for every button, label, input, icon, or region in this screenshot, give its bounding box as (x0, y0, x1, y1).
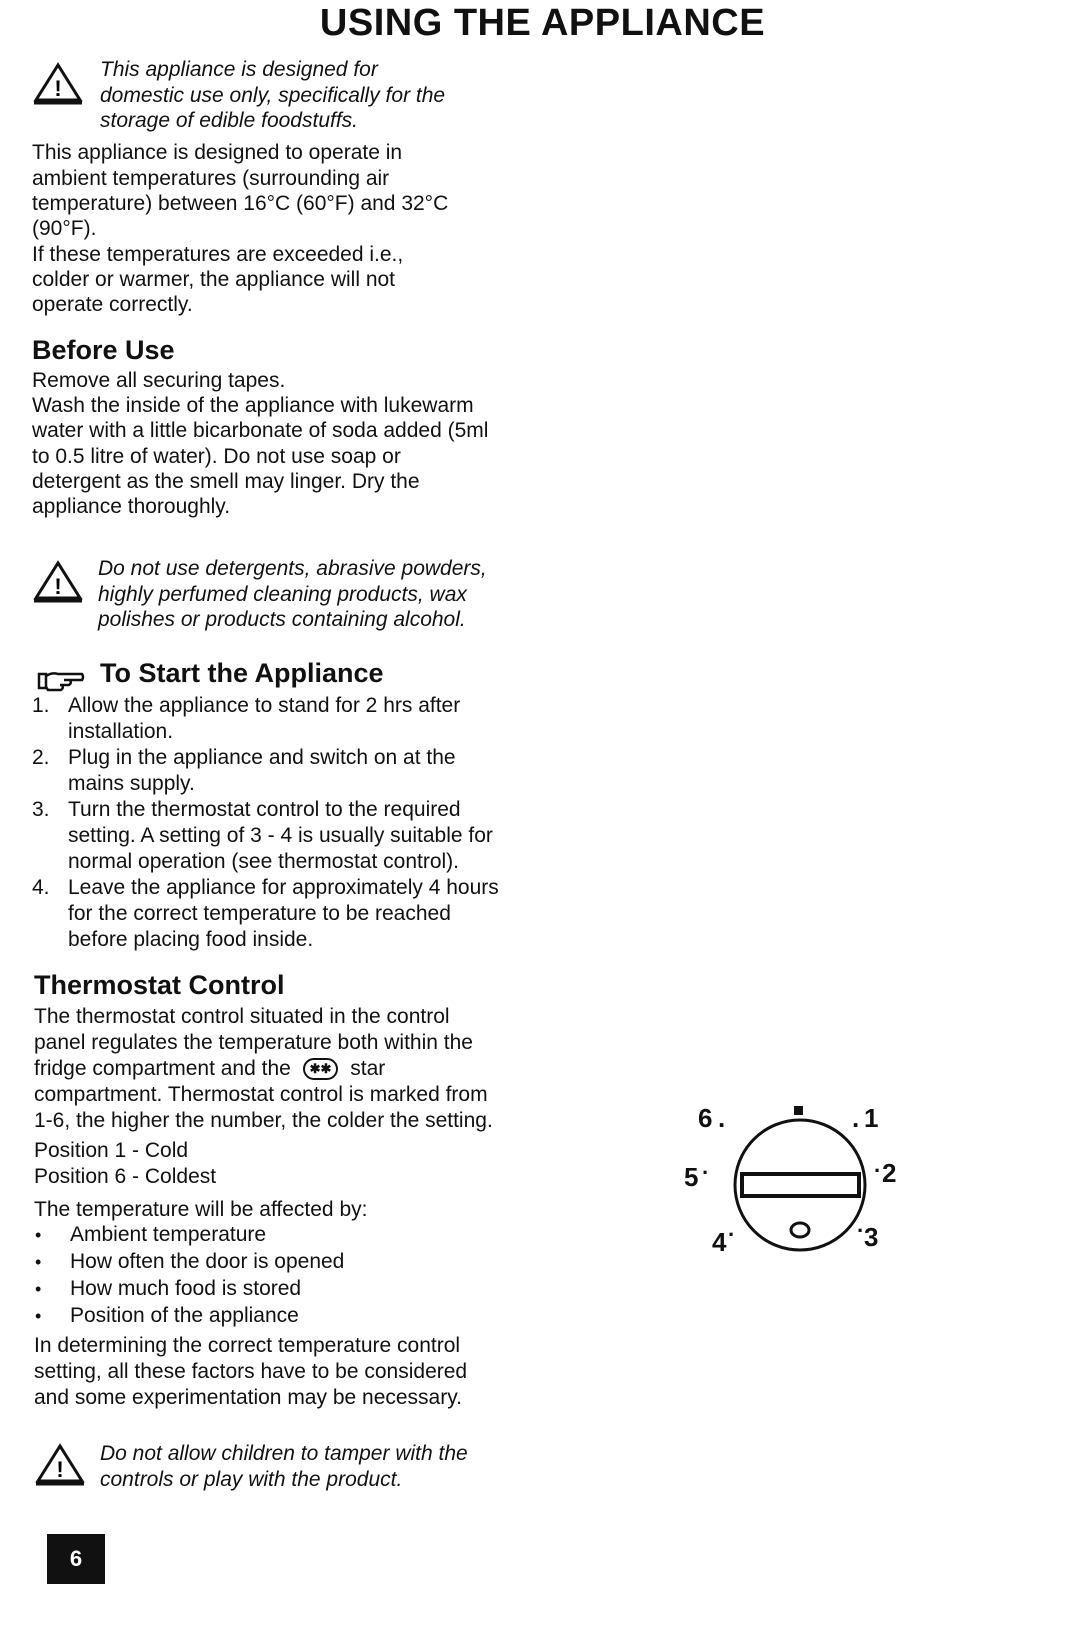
body-text-line: In determining the correct temperature control (34, 1334, 461, 1357)
body-text-line: water with a little bicarbonate of soda added (5ml (32, 419, 489, 442)
star-compartment-icon: ✱✱ (303, 1058, 339, 1080)
body-text-line: to 0.5 litre of water). Do not use soap or (32, 445, 401, 468)
warning-text-line: Do not use detergents, abrasive powders, (98, 557, 487, 580)
step-number: 1. (32, 694, 50, 717)
body-text-line: temperature) between 16°C (60°F) and 32°C (32, 192, 449, 215)
dial-dot-icon: · (702, 1160, 710, 1185)
svg-text:!: ! (56, 1457, 64, 1482)
body-text-line: (90°F). (32, 217, 97, 240)
dial-label-4: 4 (712, 1227, 727, 1257)
bullet-text: Ambient temperature (70, 1223, 267, 1246)
position-text: Position 1 - Cold (34, 1139, 189, 1162)
body-text-line: detergent as the smell may linger. Dry the (32, 470, 420, 493)
step-text-line: installation. (68, 720, 174, 743)
bullet-icon: • (35, 1306, 42, 1326)
position-text: Position 6 - Coldest (34, 1165, 217, 1188)
dial-label-5: 5 (684, 1162, 699, 1192)
bullet-icon: • (35, 1279, 42, 1299)
step-text-line: mains supply. (68, 772, 195, 795)
body-text-line: Remove all securing tapes. (32, 369, 286, 392)
svg-text:!: ! (54, 76, 62, 101)
bullet-icon: • (35, 1252, 42, 1272)
body-text-line: The thermostat control situated in the control (34, 1005, 450, 1028)
dial-dot-icon: · (728, 1222, 736, 1247)
warning-text-line: Do not allow children to tamper with the (100, 1442, 468, 1465)
body-text-line: compartment. Thermostat control is marked from (34, 1083, 488, 1106)
step-text-line: Plug in the appliance and switch on at the (68, 746, 456, 769)
dial-top-marker (794, 1106, 803, 1115)
step-text-line: setting. A setting of 3 - 4 is usually suitable for (68, 824, 493, 847)
warning-text-line: controls or play with the product. (100, 1468, 403, 1491)
dial-knob-bar (742, 1174, 859, 1196)
warning-text-line: domestic use only, specifically for the (100, 84, 446, 107)
dial-dot-icon: · (857, 1218, 865, 1243)
step-text-line: Turn the thermostat control to the required (68, 798, 461, 821)
dial-label-6: 6 (698, 1103, 713, 1133)
dial-dot-icon: . (852, 1103, 860, 1133)
body-text-fragment: fridge compartment and the (34, 1057, 291, 1080)
body-text-line: and some experimentation may be necessary. (34, 1386, 462, 1409)
section-heading-before-use: Before Use (32, 335, 175, 365)
body-text-line: If these temperatures are exceeded i.e., (32, 243, 404, 266)
pointing-hand-icon (36, 666, 86, 694)
dial-label-3: 3 (864, 1222, 879, 1252)
step-number: 2. (32, 746, 50, 769)
dial-circle (735, 1120, 865, 1250)
step-number: 4. (32, 876, 50, 899)
page-title: USING THE APPLIANCE (319, 2, 766, 44)
body-text-line: Wash the inside of the appliance with lukewarm (32, 394, 474, 417)
warning-text-line: polishes or products containing alcohol. (98, 608, 466, 631)
step-number: 3. (32, 798, 50, 821)
dial-label-1: 1 (864, 1103, 879, 1133)
svg-text:!: ! (54, 574, 62, 599)
warning-text-line: storage of edible foodstuffs. (100, 109, 358, 132)
body-text-line: colder or warmer, the appliance will not (32, 268, 396, 291)
body-text-line: The temperature will be affected by: (34, 1198, 368, 1221)
warning-text-line: highly perfumed cleaning products, wax (98, 583, 467, 606)
body-text-line: panel regulates the temperature both within the (34, 1031, 473, 1054)
warning-icon (32, 62, 84, 106)
body-text-line: operate correctly. (32, 293, 193, 316)
body-text-line: setting, all these factors have to be considered (34, 1360, 468, 1383)
step-text-line: Allow the appliance to stand for 2 hrs after (68, 694, 461, 717)
body-text-line: This appliance is designed to operate in (32, 141, 403, 164)
dial-dot-icon: · (874, 1158, 882, 1183)
step-text-line: before placing food inside. (68, 928, 314, 951)
bullet-text: How often the door is opened (70, 1250, 345, 1273)
step-text-line: Leave the appliance for approximately 4 hours (68, 876, 499, 899)
bullet-icon: • (35, 1225, 42, 1245)
body-text-line: appliance thoroughly. (32, 495, 231, 518)
dial-off-marker (791, 1223, 809, 1237)
section-heading-start: To Start the Appliance (100, 658, 384, 688)
body-text-line (34, 1056, 385, 1082)
warning-icon (32, 560, 84, 604)
body-text-line: 1-6, the higher the number, the colder the setting. (34, 1109, 493, 1132)
warning-icon (34, 1443, 86, 1487)
page-number: 6 (47, 1534, 105, 1584)
step-text-line: for the correct temperature to be reached (68, 902, 451, 925)
warning-text-line: This appliance is designed for (100, 58, 378, 81)
body-text-fragment: star (350, 1057, 386, 1080)
dial-dot-icon: . (718, 1103, 726, 1133)
section-heading-thermostat: Thermostat Control (34, 970, 285, 1000)
dial-label-2: 2 (882, 1158, 897, 1188)
bullet-text: How much food is stored (70, 1277, 302, 1300)
body-text-line: ambient temperatures (surrounding air (32, 167, 390, 190)
bullet-text: Position of the appliance (70, 1304, 299, 1327)
step-text-line: normal operation (see thermostat control). (68, 850, 460, 873)
